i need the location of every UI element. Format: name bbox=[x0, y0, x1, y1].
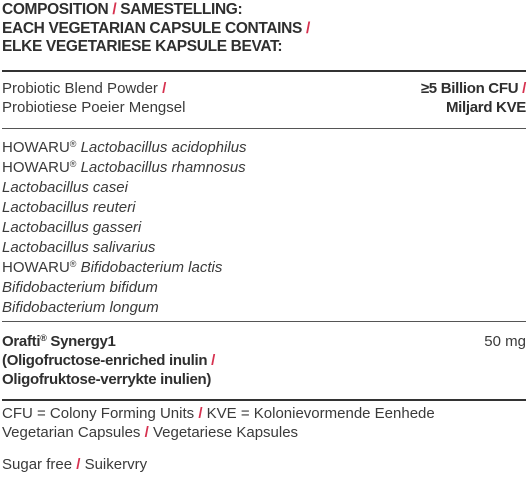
separator-slash: / bbox=[144, 424, 149, 441]
strain-item bbox=[2, 278, 158, 297]
strain-item bbox=[2, 178, 128, 197]
divider bbox=[2, 321, 526, 322]
strain-name: Lactobacillus gasseri bbox=[2, 219, 142, 236]
strain-name: Lactobacillus reuteri bbox=[2, 199, 136, 216]
strain-item bbox=[2, 138, 247, 157]
heading-line-1: COMPOSITION / SAMESTELLING: bbox=[2, 1, 243, 18]
cfu-note: CFU = Colony Forming Units / KVE = Kolonievormende Eenhede bbox=[2, 405, 435, 422]
separator-slash: / bbox=[522, 80, 526, 97]
probiotic-amount-af: Miljard KVE bbox=[445, 99, 526, 116]
probiotic-name-en: Probiotic Blend Powder / bbox=[2, 80, 167, 97]
separator-slash: / bbox=[112, 1, 117, 18]
sugar-note: Sugar free / Suikervry bbox=[2, 456, 148, 473]
registered-mark: ® bbox=[69, 259, 77, 269]
strain-item bbox=[2, 238, 155, 257]
strain-name: Lactobacillus salivarius bbox=[2, 239, 156, 256]
composition-heading bbox=[2, 1, 310, 57]
prebiotic-amount: 50 mg bbox=[484, 333, 526, 350]
heading-line-3: ELKE VEGETARIESE KAPSULE BEVAT: bbox=[2, 38, 283, 55]
strain-brand: HOWARU bbox=[2, 139, 70, 156]
registered-mark: ® bbox=[69, 159, 77, 169]
probiotic-name-af: Probiotiese Poeier Mengsel bbox=[2, 99, 186, 116]
strain-name: Bifidobacterium longum bbox=[2, 299, 159, 316]
registered-mark: ® bbox=[69, 139, 77, 149]
strain-brand: HOWARU bbox=[2, 159, 70, 176]
separator-slash: / bbox=[198, 405, 203, 422]
strain-item bbox=[2, 158, 246, 177]
strain-item bbox=[2, 298, 159, 317]
separator-slash: / bbox=[162, 80, 167, 97]
strain-name: Lactobacillus casei bbox=[2, 179, 128, 196]
prebiotic-name: Orafti® Synergy1 bbox=[2, 333, 116, 350]
strain-item bbox=[2, 258, 222, 277]
probiotic-amount-en: ≥5 Billion CFU / bbox=[420, 80, 526, 97]
separator-slash: / bbox=[76, 456, 81, 473]
divider bbox=[2, 399, 526, 401]
strain-name: Lactobacillus acidophilus bbox=[80, 139, 247, 156]
prebiotic-line-2: (Oligofructose-enriched inulin / bbox=[2, 352, 215, 369]
strain-item bbox=[2, 218, 141, 237]
separator-slash: / bbox=[211, 352, 215, 369]
divider bbox=[2, 70, 526, 72]
divider bbox=[2, 128, 526, 129]
separator-slash: / bbox=[305, 19, 310, 37]
strain-name: Bifidobacterium lactis bbox=[80, 259, 223, 276]
strain-item bbox=[2, 198, 135, 217]
capsule-note: Vegetarian Capsules / Vegetariese Kapsules bbox=[2, 424, 299, 441]
strain-name: Bifidobacterium bifidum bbox=[2, 279, 158, 296]
strain-name: Lactobacillus rhamnosus bbox=[80, 159, 246, 176]
heading-line-2: EACH VEGETARIAN CAPSULE CONTAINS / bbox=[2, 19, 310, 37]
prebiotic-line-3: Oligofruktose-verrykte inulien) bbox=[2, 371, 212, 388]
strain-brand: HOWARU bbox=[2, 259, 70, 276]
